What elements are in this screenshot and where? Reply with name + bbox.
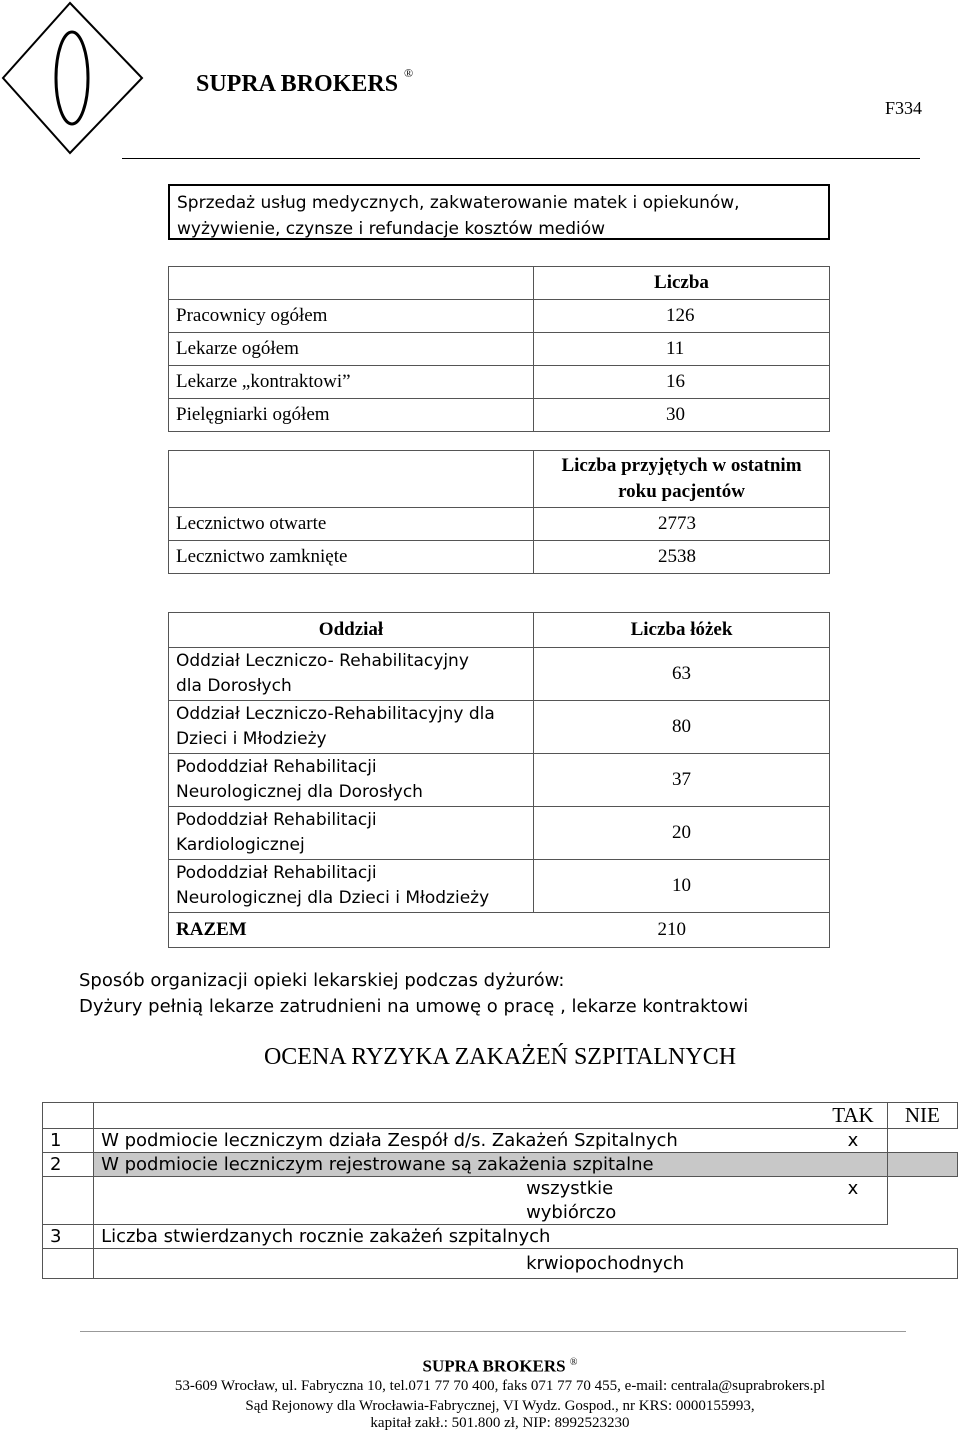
risk-question: Liczba stwierdzanych rocznie zakażeń szpitalnych [94,1225,888,1249]
table-row [169,399,830,432]
table-row [169,860,830,913]
staff-value: 16 [534,366,830,399]
risk-row-number: 1 [43,1129,94,1153]
table-row [169,508,830,541]
business-scope-box [168,184,830,240]
risk-section-title: OCENA RYZYKA ZAKAŻEŃ SZPITALNYCH [263,1044,737,1070]
risk-option: krwiopochodnych [94,1249,958,1279]
risk-row-number: 3 [43,1225,94,1249]
admissions-header [534,451,830,508]
company-logo [0,0,150,160]
risk-row-number-empty [43,1249,94,1279]
table-row [43,1249,958,1279]
ward-beds: 63 [534,648,830,701]
table-row [169,648,830,701]
table-row [169,451,830,508]
table-row [169,333,830,366]
brand-name: SUPRA BROKERS ® [196,66,414,97]
ward-name: Pododdział Rehabilitacji Neurologicznej dla Dorosłych [169,754,534,807]
risk-answer-no [887,1177,957,1201]
risk-answer-yes: x [819,1129,887,1153]
table-row [43,1201,958,1225]
duty-organization [79,968,748,1020]
footer-registry: Sąd Rejonowy dla Wrocławia-Fabrycznej, VI Wydz. Gospod., nr KRS: 0000155993, [245,1398,755,1414]
header-divider [122,158,920,159]
staff-value: 126 [534,300,830,333]
risk-header-yes: TAK [819,1103,887,1129]
scope-line-1: Sprzedaż usług medycznych, zakwaterowanie matek i opiekunów, [177,193,740,213]
table-row [43,1103,958,1129]
table-row [43,1225,958,1249]
admissions-value: 2773 [534,508,830,541]
risk-answer-no [887,1201,957,1225]
staff-header-count: Liczba [534,267,830,300]
ward-beds: 20 [534,807,830,860]
table-row [169,267,830,300]
table-row [169,754,830,807]
risk-option: wybiórczo [94,1201,820,1225]
ward-name: Pododdział Rehabilitacji Kardiologicznej [169,807,534,860]
risk-header-desc [94,1103,820,1129]
risk-row-number-empty [43,1177,94,1201]
admissions-label: Lecznictwo otwarte [169,508,534,541]
risk-table [42,1102,958,1279]
table-row [169,366,830,399]
risk-option: wszystkie [94,1177,820,1201]
staff-label: Lekarze „kontraktowi” [169,366,534,399]
table-row [43,1177,958,1201]
risk-row-number: 2 [43,1153,94,1177]
table-row [169,613,830,648]
risk-answer-no [887,1225,957,1249]
wards-total-value: 210 [534,913,830,948]
admissions-header-empty [169,451,534,508]
staff-table [168,266,830,432]
risk-row-number-empty [43,1201,94,1225]
staff-label: Pielęgniarki ogółem [169,399,534,432]
table-row [43,1153,958,1177]
ward-name: Oddział Leczniczo-Rehabilitacyjny dla Dzieci i Młodzieży [169,701,534,754]
wards-total-label: RAZEM [169,913,534,948]
staff-header-empty [169,267,534,300]
risk-header-num [43,1103,94,1129]
ward-name: Pododdział Rehabilitacji Neurologicznej dla Dzieci i Młodzieży [169,860,534,913]
duty-organization-label: Sposób organizacji opieki lekarskiej podczas dyżurów: [79,970,565,991]
form-code: F334 [884,98,922,118]
footer-capital: kapitał zakł.: 501.800 zł, NIP: 8992523230 [370,1415,630,1431]
risk-question: W podmiocie leczniczym działa Zespół d/s. Zakażeń Szpitalnych [94,1129,820,1153]
table-row [169,541,830,574]
staff-label: Lekarze ogółem [169,333,534,366]
scope-line-2: wyżywienie, czynsze i refundacje kosztów mediów [177,219,606,239]
risk-answer-yes [819,1201,887,1225]
staff-value: 11 [534,333,830,366]
duty-organization-text: Dyżury pełnią lekarze zatrudnieni na umowę o pracę , lekarze kontraktowi [79,996,749,1017]
wards-table [168,612,830,948]
ward-beds: 80 [534,701,830,754]
admissions-header-line-2: roku pacjentów [618,481,745,502]
risk-header-no: NIE [887,1103,957,1129]
staff-label: Pracownicy ogółem [169,300,534,333]
table-row [169,913,830,948]
risk-answer-no [887,1129,957,1153]
risk-answer-yes: x [819,1177,887,1201]
admissions-value: 2538 [534,541,830,574]
risk-answer-no [887,1153,957,1177]
admissions-table [168,450,830,574]
footer-brand: SUPRA BROKERS ® [422,1356,578,1376]
table-row [169,701,830,754]
risk-question: W podmiocie leczniczym rejestrowane są zakażenia szpitalne [94,1153,888,1177]
ward-name: Oddział Leczniczo- Rehabilitacyjny dla Dorosłych [169,648,534,701]
admissions-label: Lecznictwo zamknięte [169,541,534,574]
ward-beds: 10 [534,860,830,913]
staff-value: 30 [534,399,830,432]
ward-beds: 37 [534,754,830,807]
table-row [169,807,830,860]
wards-header-beds: Liczba łóżek [534,613,830,648]
admissions-header-line-1: Liczba przyjętych w ostatnim [561,455,802,476]
footer-address: 53-609 Wrocław, ul. Fabryczna 10, tel.071 77 70 400, faks 071 77 70 455, e-mail: centrala@suprabrokers.pl [174,1378,826,1394]
table-row [43,1129,958,1153]
table-row [169,300,830,333]
footer-divider [80,1331,906,1332]
wards-header-ward: Oddział [169,613,534,648]
